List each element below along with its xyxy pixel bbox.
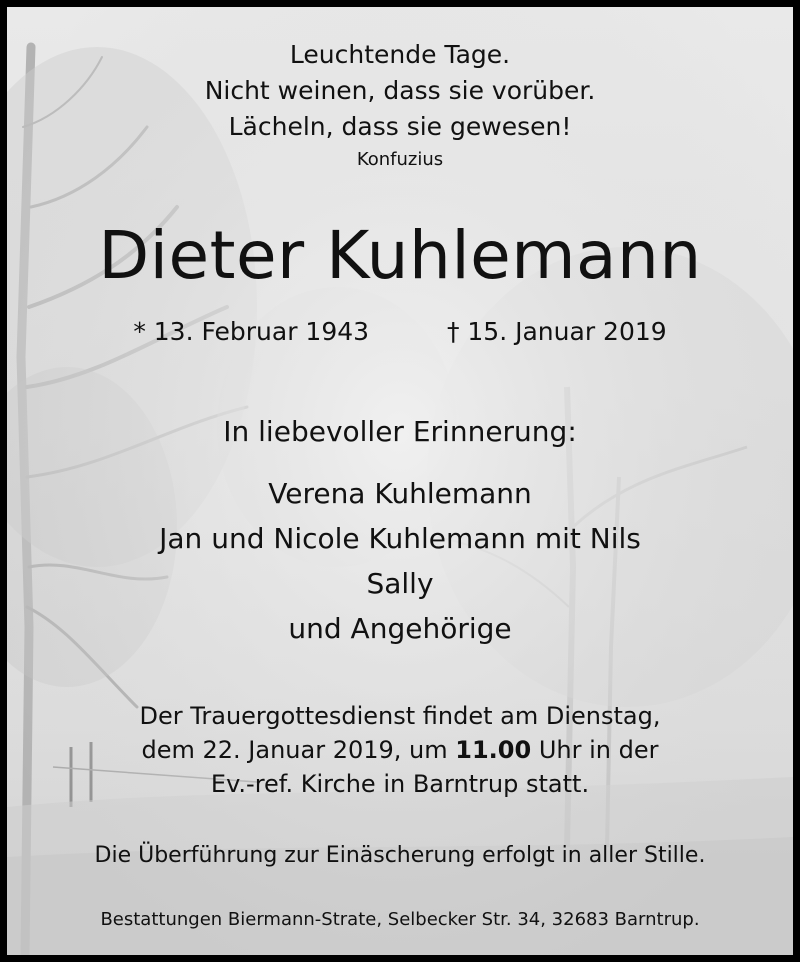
birth-symbol: * — [133, 317, 146, 346]
mourners-list — [7, 471, 793, 651]
memory-heading: In liebevoller Erinnerung: — [223, 415, 577, 448]
cross-icon: † — [446, 317, 460, 346]
service-info — [7, 699, 793, 801]
death-date: 15. Januar 2019 — [467, 317, 667, 346]
service-line-end: Uhr in der — [538, 736, 659, 764]
birth-date: 13. Februar 1943 — [153, 317, 370, 346]
undertaker-info: Bestattungen Biermann-Strate, Selbecker Str. 34, 32683 Barntrup. — [100, 909, 700, 930]
quote-block — [7, 37, 793, 170]
quote-author: Konfuzius — [356, 149, 444, 170]
service-line: Der Trauergottesdienst findet am Dienstag, — [139, 702, 661, 730]
quote-line: Nicht weinen, dass sie vorüber. — [204, 76, 596, 105]
service-location: Ev.-ref. Kirche in Barntrup statt. — [210, 770, 590, 798]
service-line — [7, 733, 793, 767]
deceased-name: Dieter Kuhlemann — [98, 217, 702, 294]
mourner-name: Jan und Nicole Kuhlemann mit Nils — [159, 522, 641, 555]
service-date: dem 22. Januar 2019, um — [141, 736, 448, 764]
quote-line: Lächeln, dass sie gewesen! — [228, 112, 572, 141]
quote-line: Leuchtende Tage. — [289, 40, 511, 69]
life-dates — [7, 317, 793, 346]
service-time: 11.00 — [455, 736, 532, 764]
transfer-note: Die Überführung zur Einäscherung erfolgt in aller Stille. — [94, 843, 706, 868]
mourner-name: Verena Kuhlemann — [268, 477, 532, 510]
mourner-name: Sally — [366, 567, 434, 600]
mourner-name: und Angehörige — [288, 612, 512, 645]
